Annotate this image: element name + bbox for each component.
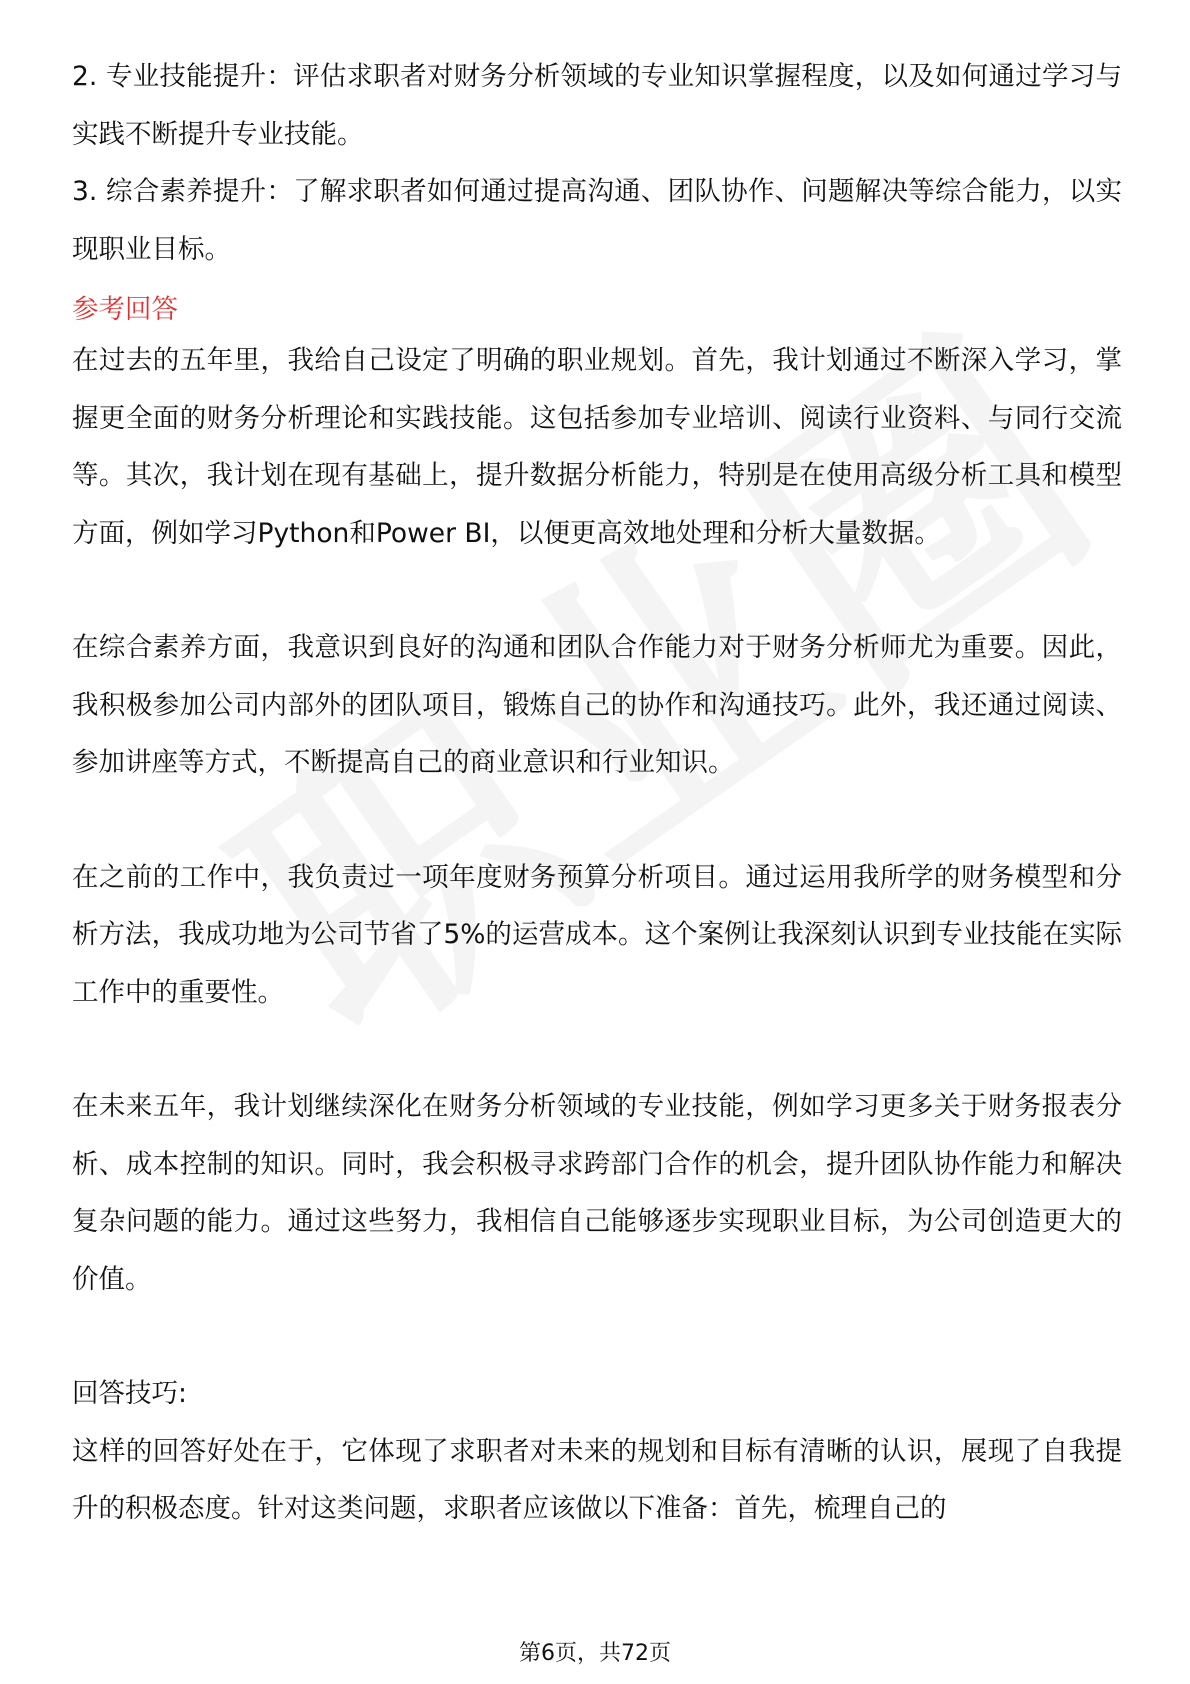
answer-paragraph-4: 在未来五年，我计划继续深化在财务分析领域的专业技能，例如学习更多关于财务报表分析、成本控制的知识。同时，我会积极寻求跨部门合作的机会，提升团队协作能力和解决复杂问题的能力。通过这些努力，我相信自己能够逐步实现职业目标，为公司创造更大的价值。	[72, 1091, 1122, 1295]
page-number: 第6页，共72页	[519, 1641, 671, 1666]
tips-heading: 回答技巧:	[72, 1378, 187, 1409]
paragraph-gap	[72, 792, 1122, 849]
paragraph-gap	[72, 562, 1122, 619]
list-item-3: 3. 综合素养提升：了解求职者如何通过提高沟通、团队协作、问题解决等综合能力，以实现职业目标。	[72, 176, 1122, 265]
answer-paragraph-3: 在之前的工作中，我负责过一项年度财务预算分析项目。通过运用我所学的财务模型和分析方法，我成功地为公司节省了5%的运营成本。这个案例让我深刻认识到专业技能在实际工作中的重要性。	[72, 861, 1122, 1008]
answer-paragraph-1: 在过去的五年里，我给自己设定了明确的职业规划。首先，我计划通过不断深入学习，掌握更全面的财务分析理论和实践技能。这包括参加专业培训、阅读行业资料、与同行交流等。其次，我计划在现有基础上，提升数据分析能力，特别是在使用高级分析工具和模型方面，例如学习Python和Power BI，以便更高效地处理和分析大量数据。	[72, 345, 1122, 549]
tips-paragraph-1: 这样的回答好处在于，它体现了求职者对未来的规划和目标有清晰的认识，展现了自我提升的积极态度。针对这类问题，求职者应该做以下准备：首先，梳理自己的	[72, 1435, 1122, 1524]
paragraph-gap	[72, 1021, 1122, 1078]
answer-paragraph-2: 在综合素养方面，我意识到良好的沟通和团队合作能力对于财务分析师尤为重要。因此，我积极参加公司内部外的团队项目，锻炼自己的协作和沟通技巧。此外，我还通过阅读、参加讲座等方式，不断提高自己的商业意识和行业知识。	[72, 632, 1122, 778]
list-item-2: 2. 专业技能提升：评估求职者对财务分析领域的专业知识掌握程度，以及如何通过学习与实践不断提升专业技能。	[72, 61, 1122, 150]
reference-answer-heading: 参考回答	[72, 294, 178, 325]
paragraph-gap	[72, 1308, 1122, 1365]
document-body	[72, 48, 1122, 1538]
